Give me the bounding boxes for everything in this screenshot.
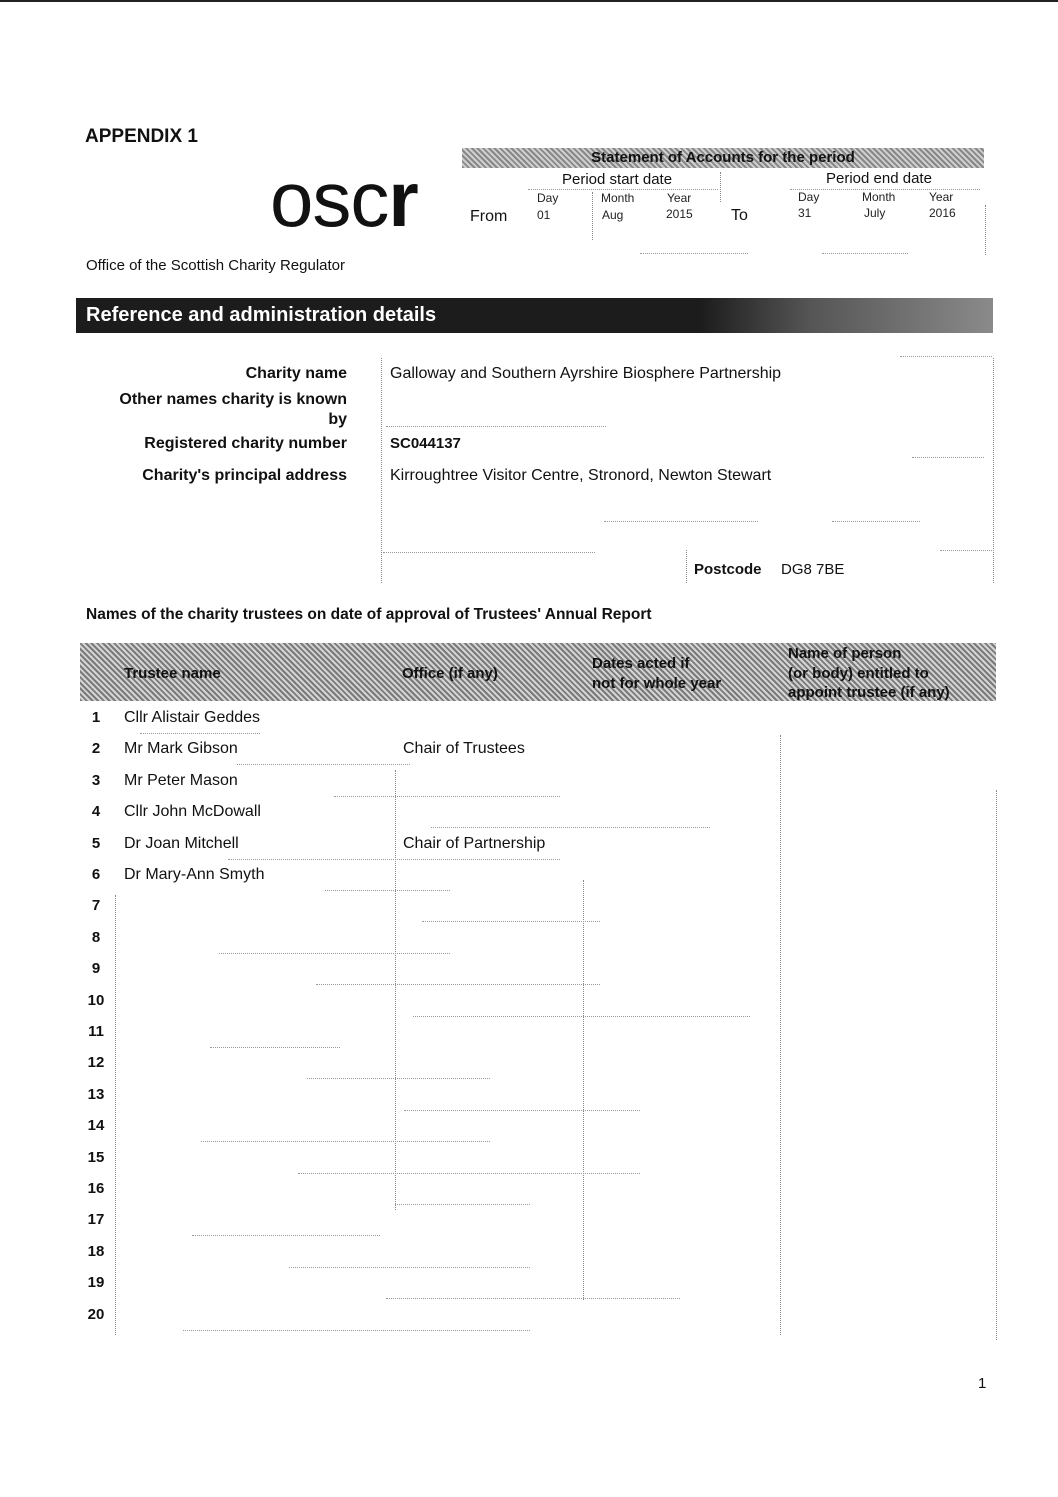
end-month-label: Month (862, 190, 896, 204)
trustee-name-cell: Cllr Alistair Geddes (124, 709, 261, 726)
trustee-name-cell: Cllr John McDowall (124, 803, 261, 821)
trustee-row-number: 18 (87, 1242, 105, 1260)
address-rule-1 (383, 552, 595, 553)
start-month-label: Month (601, 191, 635, 205)
table-row-rule (395, 1204, 530, 1205)
address-line-1: Kirroughtree Visitor Centre, Stronord, Newton Stewart (390, 467, 772, 484)
col-appoint-line-2: (or body) entitled to (788, 665, 929, 682)
period-divider (720, 172, 721, 202)
table-col-divider-4 (780, 735, 781, 1335)
table-col-divider-3 (583, 880, 584, 1300)
trustee-row-number: 9 (91, 960, 101, 978)
trustee-office-cell: Chair of Trustees (403, 740, 525, 758)
trustee-row-number: 10 (87, 991, 105, 1009)
start-year: 2015 (666, 207, 693, 221)
table-row-rule (289, 1267, 530, 1268)
table-row-rule (316, 984, 600, 985)
start-day: 01 (537, 208, 551, 222)
period-start-title: Period start date (562, 171, 673, 188)
table-col-divider-1 (115, 895, 116, 1335)
postcode-value: DG8 7BE (781, 561, 845, 578)
trustee-row-number: 4 (91, 803, 101, 821)
trustee-row-number: 13 (87, 1085, 105, 1103)
period-end-title: Period end date (826, 170, 932, 187)
trustee-name-cell: Dr Mary-Ann Smyth (124, 866, 265, 883)
trustee-row-number: 16 (87, 1180, 105, 1197)
trustee-row-number: 17 (87, 1211, 105, 1229)
period-bottom-rule-1 (640, 253, 748, 254)
table-row-rule (334, 796, 560, 797)
table-row-rule (237, 764, 410, 765)
to-label: To (731, 207, 748, 224)
table-row-rule (386, 1298, 680, 1299)
col-trustee-name: Trustee name (124, 665, 221, 682)
other-names-label-1: Other names charity is known (119, 391, 347, 408)
table-col-divider-2 (395, 770, 396, 1210)
from-label: From (470, 208, 508, 225)
table-row-rule (140, 733, 260, 734)
period-start-rule (528, 189, 718, 190)
col-dates-line-2: not for whole year (592, 675, 722, 692)
appendix-heading: APPENDIX 1 (85, 126, 198, 147)
table-row-rule (431, 827, 710, 828)
period-bottom-rule-2 (822, 253, 908, 254)
charity-name-label: Charity name (245, 365, 347, 382)
table-row-rule (422, 921, 600, 922)
period-banner: Statement of Accounts for the period (462, 148, 984, 168)
table-right-border (996, 790, 997, 1340)
office-name: Office of the Scottish Charity Regulator (86, 257, 346, 274)
col-appoint-line-3: appoint trustee (if any) (788, 684, 950, 701)
end-day: 31 (798, 206, 812, 220)
address-rule-2 (940, 550, 994, 551)
trustee-row-number: 1 (91, 709, 101, 726)
trustee-name-cell: Dr Joan Mitchell (124, 834, 239, 852)
start-month: Aug (602, 208, 624, 222)
table-row-rule (219, 953, 450, 954)
period-right-edge (985, 205, 986, 255)
address-rule-4 (832, 521, 920, 522)
other-names-rule (386, 426, 606, 427)
end-year-label: Year (929, 190, 954, 204)
trustee-row-number: 11 (88, 1023, 104, 1040)
end-year: 2016 (929, 206, 956, 220)
trustee-row-number: 6 (91, 866, 101, 883)
trustee-row-number: 2 (91, 740, 101, 758)
trustee-row-number: 12 (87, 1054, 105, 1072)
trustee-name-cell: Mr Peter Mason (124, 771, 238, 789)
page-number: 1 (978, 1375, 987, 1392)
reg-number-label: Registered charity number (144, 435, 347, 452)
top-edge-line (0, 0, 1058, 2)
trustee-row-number: 3 (91, 771, 101, 789)
name-rule-1 (900, 356, 992, 357)
start-day-label: Day (537, 191, 559, 205)
table-row-rule (307, 1078, 490, 1079)
trustee-row-number: 14 (87, 1117, 105, 1135)
trustee-row-number: 15 (87, 1148, 105, 1166)
logo-text-light: osc (270, 155, 389, 243)
table-row-rule (192, 1235, 380, 1236)
col-office: Office (if any) (402, 665, 498, 682)
trustee-name-cell: Mr Mark Gibson (124, 740, 238, 758)
table-row-rule (201, 1141, 490, 1142)
trustee-row-number: 5 (91, 834, 101, 852)
end-month: July (864, 206, 886, 220)
reg-rule-1 (912, 457, 984, 458)
col-appoint-line-1: Name of person (788, 645, 902, 662)
table-row-rule (183, 1330, 530, 1331)
reg-number-value: SC044137 (390, 435, 461, 452)
table-row-rule (404, 1110, 640, 1111)
start-year-label: Year (667, 191, 692, 205)
end-day-label: Day (798, 190, 820, 204)
table-row-rule (298, 1173, 640, 1174)
trustee-row-number: 7 (91, 897, 101, 915)
section-title: Reference and administration details (76, 298, 993, 333)
trustee-row-number: 19 (87, 1274, 105, 1292)
trustee-row-number: 8 (91, 928, 101, 946)
trustee-office-cell: Chair of Partnership (403, 834, 546, 852)
postcode-label: Postcode (694, 561, 762, 578)
trustees-heading: Names of the charity trustees on date of approval of Trustees' Annual Report (86, 606, 652, 623)
charity-name-value: Galloway and Southern Ayrshire Biosphere Partnership (390, 365, 782, 382)
table-row-rule (325, 890, 450, 891)
table-row-rule (413, 1016, 750, 1017)
postcode-divider (686, 550, 687, 583)
col-dates-line-1: Dates acted if (592, 655, 690, 672)
details-left-border (381, 358, 382, 583)
address-rule-3 (604, 521, 758, 522)
address-label: Charity's principal address (142, 467, 347, 484)
logo-text-bold: r (388, 155, 418, 243)
table-row-rule (210, 1047, 340, 1048)
oscr-logo (270, 155, 418, 243)
other-names-label-2: by (328, 411, 347, 428)
trustee-row-number: 20 (87, 1305, 105, 1323)
start-day-month-divider (592, 192, 593, 240)
table-row-rule (228, 859, 560, 860)
